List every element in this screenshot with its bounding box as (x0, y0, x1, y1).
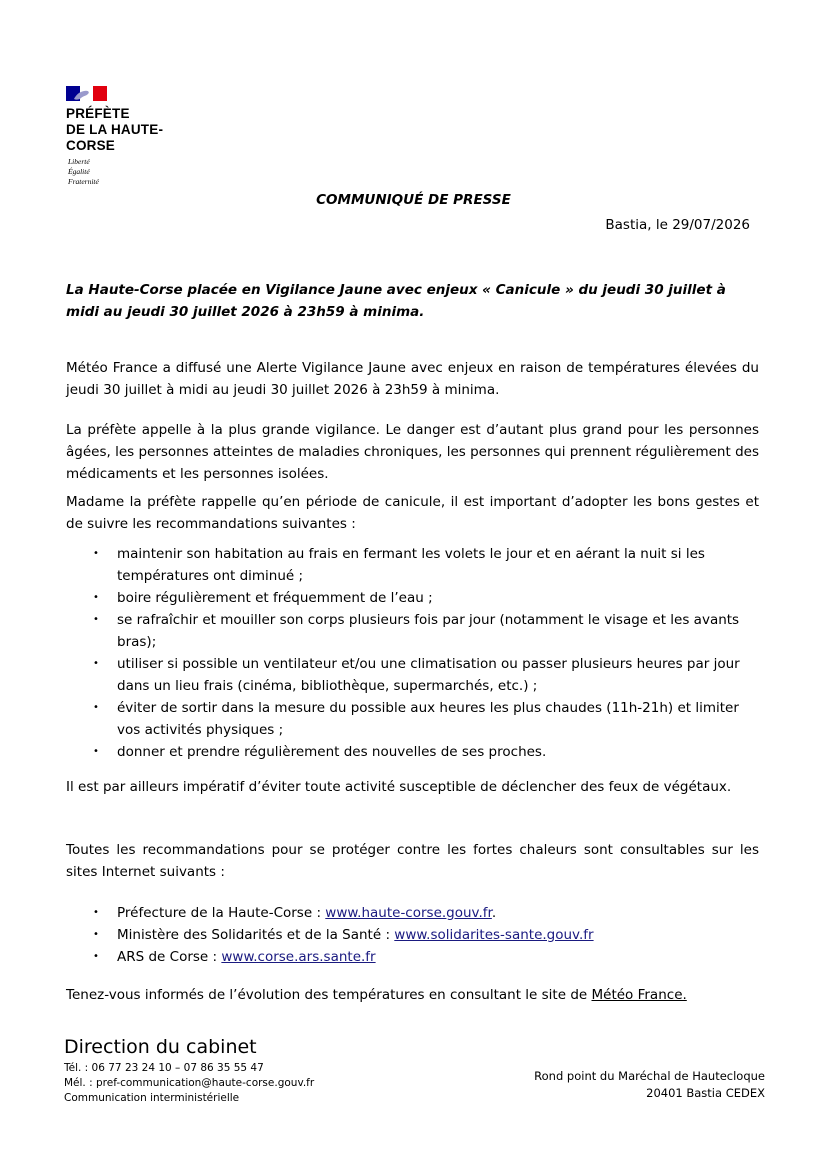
paragraph-intro-recommendations: Madame la préfète rappelle qu’en période de canicule, il est important d’adopter les bons gestes et de suivre les recommandations suivantes : (66, 494, 759, 532)
communique-title: COMMUNIQUÉ DE PRESSE (316, 192, 511, 208)
link-haute-corse[interactable]: www.haute-corse.gouv.fr (325, 905, 492, 921)
republic-motto (68, 157, 99, 187)
motto-line: Égalité (68, 167, 90, 176)
prefecture-line: DE LA HAUTE- (66, 122, 164, 137)
list-item: • utiliser si possible un ventilateur et/ou une climatisation ou passer plusieurs heures par jour dans un lieu frais (cinéma, bibliothèque, supermarchés, etc.) ; (66, 653, 759, 697)
site-label: Préfecture de la Haute-Corse : (117, 905, 326, 921)
paragraph-closing (66, 984, 759, 1006)
prefecture-name (66, 106, 163, 154)
address-block (534, 1068, 765, 1102)
list-item: • se rafraîchir et mouiller son corps plusieurs fois par jour (notamment le visage et les avants bras); (66, 609, 759, 653)
service-line: Communication interministérielle (64, 1092, 240, 1104)
address-line: Rond point du Maréchal de Hautecloque (534, 1069, 765, 1083)
motto-line: Liberté (68, 157, 90, 166)
lead-paragraph: La Haute-Corse placée en Vigilance Jaune avec enjeux « Canicule » du jeudi 30 juillet à midi au jeudi 30 juillet 2026 à 23h59 à minima. (66, 282, 726, 320)
paragraph-fires: Il est par ailleurs impératif d’éviter toute activité susceptible de déclencher des feux de végétaux. (66, 779, 732, 795)
prefecture-line: CORSE (66, 138, 116, 153)
link-solidarites-sante[interactable]: www.solidarites-sante.gouv.fr (394, 927, 594, 943)
marianne-logo (66, 86, 107, 101)
paragraph-sites-intro: Toutes les recommandations pour se protéger contre les fortes chaleurs sont consultables sur les sites Internet suivants : (66, 842, 759, 880)
prefecture-line: PRÉFÈTE (66, 106, 130, 121)
phone-line: Tél. : 06 77 23 24 10 – 07 86 35 55 47 (64, 1062, 264, 1074)
contact-block (64, 1061, 314, 1106)
sites-list (66, 902, 759, 968)
recommendations-list (66, 543, 759, 763)
link-meteo-france[interactable]: Météo France. (591, 987, 687, 1003)
site-label: ARS de Corse : (117, 949, 222, 965)
place-date: Bastia, le 29/07/2026 (605, 217, 750, 233)
motto-line: Fraternité (68, 177, 99, 186)
address-line: 20401 Bastia CEDEX (646, 1086, 765, 1100)
paragraph-alert: Météo France a diffusé une Alerte Vigilance Jaune avec enjeux en raison de températures élevées du jeudi 30 juillet à midi au jeudi 30 juillet 2026 à 23h59 à minima. (66, 360, 759, 398)
paragraph-vigilance: La préfète appelle à la plus grande vigilance. Le danger est d’autant plus grand pour les personnes âgées, les personnes atteintes de maladies chroniques, les personnes qui prennent régulièrement des médicaments et les personnes isolées. (66, 422, 759, 482)
list-item: • boire régulièrement et fréquemment de l’eau ; (66, 587, 759, 609)
direction-title: Direction du cabinet (64, 1036, 257, 1058)
site-label: Ministère des Solidarités et de la Santé : (117, 927, 395, 943)
list-item: • maintenir son habitation au frais en fermant les volets le jour et en aérant la nuit si les températures ont diminué ; (66, 543, 759, 587)
list-item: • éviter de sortir dans la mesure du possible aux heures les plus chaudes (11h-21h) et limiter vos activités physiques ; (66, 697, 759, 741)
email-line: Mél. : pref-communication@haute-corse.gouv.fr (64, 1077, 315, 1089)
list-item (66, 924, 759, 946)
site-suffix: . (491, 905, 497, 921)
link-ars-corse[interactable]: www.corse.ars.sante.fr (221, 949, 376, 965)
list-item (66, 902, 759, 924)
list-item (66, 946, 759, 968)
list-item: • donner et prendre régulièrement des nouvelles de ses proches. (66, 741, 759, 763)
closing-text: Tenez-vous informés de l’évolution des températures en consultant le site de (66, 987, 592, 1003)
